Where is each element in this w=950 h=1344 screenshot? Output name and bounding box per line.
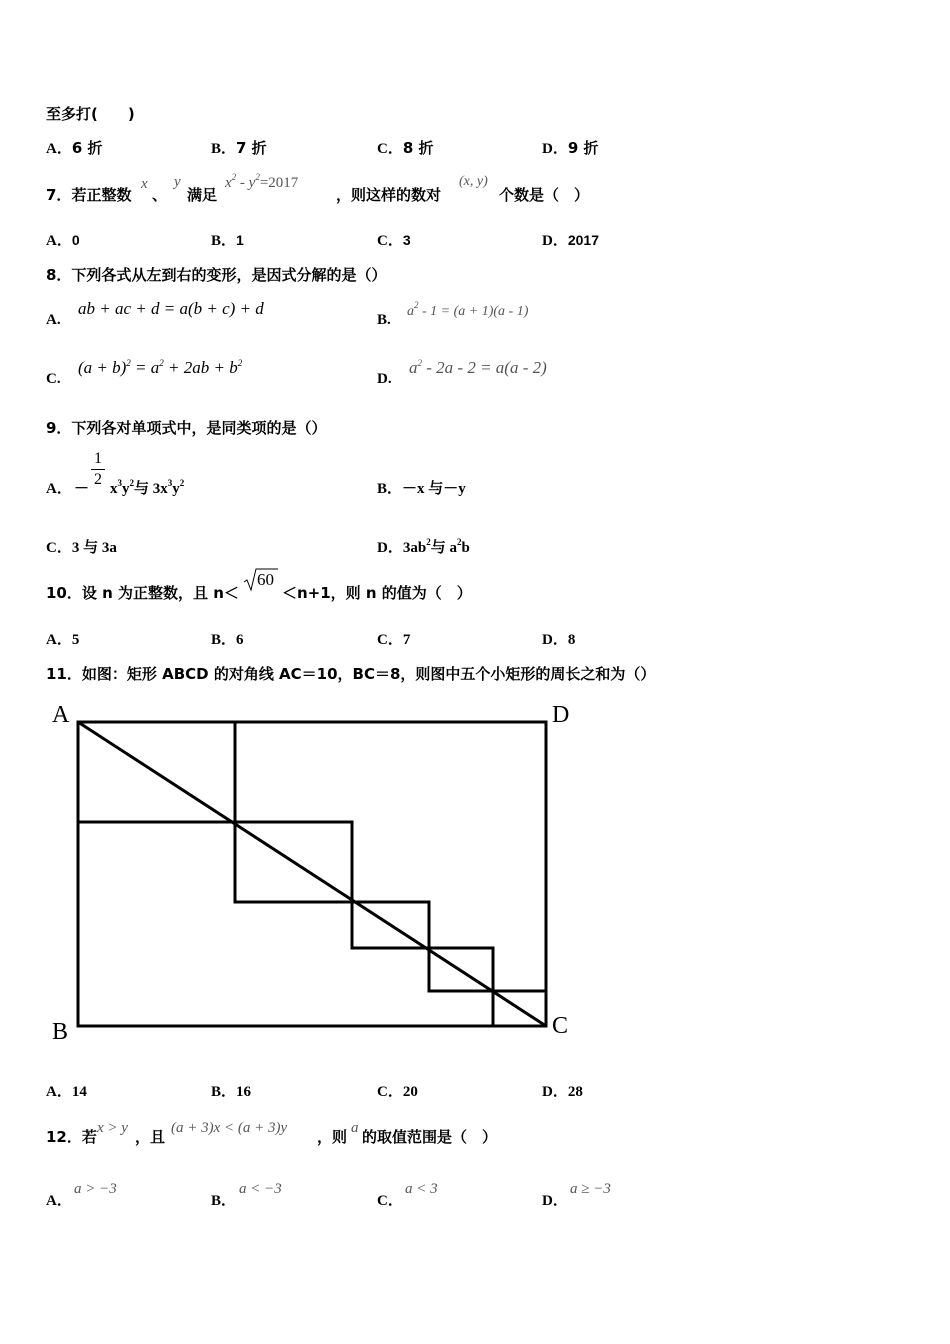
q12-cond1: x > y xyxy=(97,1120,128,1136)
vertex-c: C xyxy=(552,1013,569,1039)
q8-option-d-expr: $a^2 - 2a - 2 = a(a - 2)$ xyxy=(409,358,547,377)
q12-option-b-label: B． xyxy=(211,1193,237,1209)
q12-var: a xyxy=(351,1120,359,1136)
q7-option-a: A．0 xyxy=(46,232,80,249)
q12-option-b-expr: a < −3 xyxy=(239,1181,282,1197)
q6-option-d: D．9 折 xyxy=(542,139,599,157)
q6-option-c: C．8 折 xyxy=(377,139,434,157)
q7-t3: ，则这样的数对 xyxy=(336,186,442,204)
q7-option-b: B．1 xyxy=(211,232,244,249)
q8-option-b-expr: $a^2 - 1 = (a + 1)(a - 1)$ xyxy=(407,300,529,319)
q11-option-a: A．14 xyxy=(46,1084,87,1100)
q7-var-y: y xyxy=(174,174,181,190)
q7-equation: $x^2 - y^2=2017$ xyxy=(225,172,299,191)
q6-stem-tail: 至多打( ) xyxy=(46,105,135,123)
q9-stem: 9．下列各对单项式中，是同类项的是（） xyxy=(46,419,327,437)
q12-option-c-expr: a < 3 xyxy=(405,1181,438,1197)
q8-stem: 8．下列各式从左到右的变形，是因式分解的是（） xyxy=(46,266,387,284)
q12-option-d-label: D． xyxy=(542,1193,568,1209)
diagonal-ac xyxy=(78,722,546,1026)
q12-option-c-label: C． xyxy=(377,1193,403,1209)
q10-option-a: A．5 xyxy=(46,632,80,648)
staircase-upper xyxy=(235,722,493,1026)
q7-sep: 、 xyxy=(152,186,168,204)
q8-option-c-expr: $(a + b)^2 = a^2 + 2ab + b^2$ xyxy=(78,358,243,377)
q11-option-d: D．28 xyxy=(542,1084,583,1100)
q12-option-d-expr: a ≥ −3 xyxy=(570,1181,611,1197)
q11-stem: 11．如图：矩形 ABCD 的对角线 AC＝10，BC＝8，则图中五个小矩形的周长之和为（） xyxy=(46,665,656,683)
q6-option-b: B．7 折 xyxy=(211,139,267,157)
q7-pair: (x, y) xyxy=(459,174,488,189)
q10-option-c: C．7 xyxy=(377,632,411,648)
q9-option-b: B．－x 与－y xyxy=(377,481,466,497)
q7-t4: 个数是（ ） xyxy=(499,186,590,204)
q12-t4: 的取值范围是（ ） xyxy=(362,1128,498,1146)
q9-option-a-neg: － xyxy=(74,481,90,497)
q11-option-b: B．16 xyxy=(211,1084,252,1100)
q7-option-d: D．2017 xyxy=(542,232,599,249)
q8-option-d-label: D. xyxy=(377,371,392,387)
q9-option-c: C．3 与 3a xyxy=(46,540,117,556)
q11-option-c: C．20 xyxy=(377,1084,418,1100)
q8-option-c-label: C. xyxy=(46,371,61,387)
q8-option-a-label: A. xyxy=(46,312,61,328)
q10-option-d: D．8 xyxy=(542,632,576,648)
q7-stem: 7．若正整数 xyxy=(46,186,132,204)
q9-option-d: D．$3ab^2$与 $a^2b$ xyxy=(377,537,470,556)
q12-cond2: (a + 3)x < (a + 3)y xyxy=(171,1120,288,1136)
q8-option-a-expr: ab + ac + d = a(b + c) + d xyxy=(78,299,264,318)
q10-stem-end: ＜n+1，则 n 的值为（ ） xyxy=(282,584,472,602)
q12-option-a-label: A． xyxy=(46,1193,72,1209)
q12-stem-start: 12．若 xyxy=(46,1128,97,1146)
q12-t3: ，则 xyxy=(317,1128,348,1146)
staircase-lower xyxy=(78,822,546,991)
q12-option-a-expr: a > −3 xyxy=(74,1181,117,1197)
q6-option-a: A．6 折 xyxy=(46,139,103,157)
q9-option-a-fraction: 1 2 xyxy=(91,450,105,489)
vertex-d: D xyxy=(552,702,570,728)
vertex-a: A xyxy=(52,702,70,728)
q12-t2: ，且 xyxy=(135,1128,166,1146)
q10-stem-start: 10．设 n 为正整数，且 n＜ xyxy=(46,584,239,602)
q7-option-c: C．3 xyxy=(377,232,411,249)
vertex-b: B xyxy=(52,1019,69,1045)
q7-var-x: x xyxy=(141,176,148,192)
q8-option-b-label: B. xyxy=(377,312,391,328)
q10-option-b: B．6 xyxy=(211,632,244,648)
q7-t2: 满足 xyxy=(187,186,218,204)
q9-option-a-expr: $x^3y^2$与 $3x^3y^2$ xyxy=(110,478,185,497)
q9-option-a-label: A． xyxy=(46,481,72,497)
